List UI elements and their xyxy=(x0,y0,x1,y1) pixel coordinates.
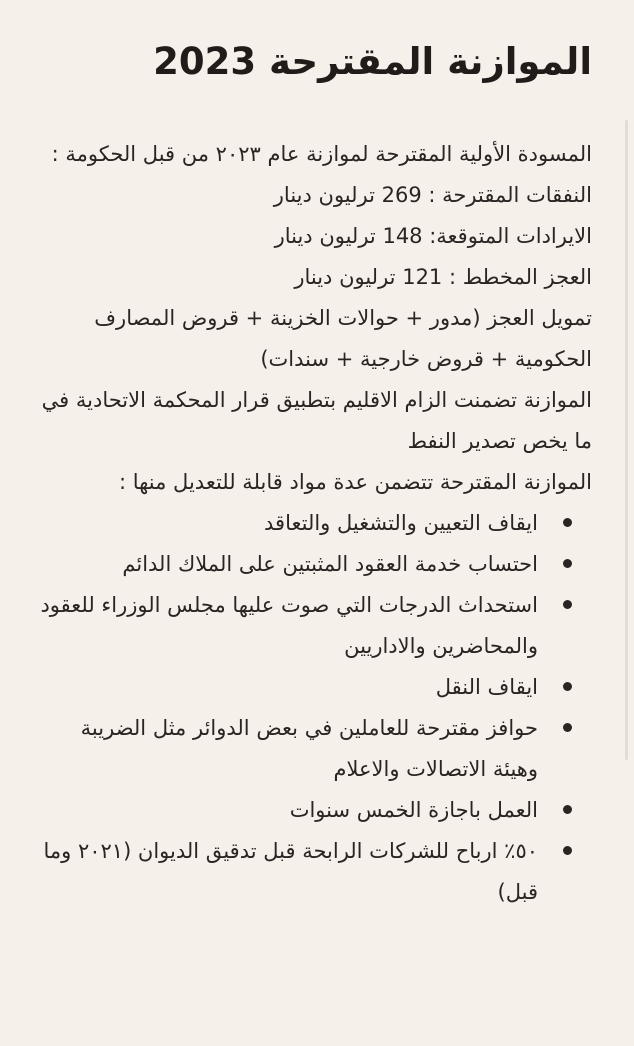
bullet-dot-icon xyxy=(563,682,572,691)
list-item xyxy=(36,831,592,913)
revenues-line: الايرادات المتوقعة: 148 ترليون دينار xyxy=(274,224,592,248)
list-item-text: ايقاف النقل xyxy=(435,675,538,699)
note-title: الموازنة المقترحة 2023 xyxy=(153,40,592,83)
list-item-text: استحداث الدرجات التي صوت عليها مجلس الوزراء للعقود والمحاضرين والاداريين xyxy=(40,593,538,658)
amendable-items-paragraph: الموازنة المقترحة تتضمن عدة مواد قابلة للتعديل منها : xyxy=(118,470,592,494)
list-item xyxy=(36,544,592,585)
list-item-text: حوافز مقترحة للعاملين في بعض الدوائر مثل الضريبة وهيئة الاتصالات والاعلام xyxy=(80,716,538,781)
expenses-line: النفقات المقترحة : 269 ترليون دينار xyxy=(273,183,592,207)
list-item xyxy=(36,585,592,667)
bullet-dot-icon xyxy=(563,846,572,855)
bullet-dot-icon xyxy=(563,805,572,814)
deficit-financing-paragraph: تمويل العجز (مدور + حوالات الخزينة + قروض المصارف الحكومية + قروض خارجية + سندات) xyxy=(94,306,592,371)
list-item xyxy=(36,503,592,544)
list-item-text: ايقاف التعيين والتشغيل والتعاقد xyxy=(264,511,538,535)
list-item-text: احتساب خدمة العقود المثبتين على الملاك الدائم xyxy=(122,552,538,576)
list-item xyxy=(36,790,592,831)
list-item xyxy=(36,708,592,790)
bullet-dot-icon xyxy=(563,559,572,568)
list-item xyxy=(36,667,592,708)
bullet-dot-icon xyxy=(563,600,572,609)
intro-paragraph: المسودة الأولية المقترحة لموازنة عام ٢٠٢٣ من قبل الحكومة : xyxy=(51,142,592,166)
amendable-items-list xyxy=(36,503,592,913)
list-item-text: ٥٠٪ ارباح للشركات الرابحة قبل تدقيق الديوان (٢٠٢١ وما قبل) xyxy=(43,839,538,904)
deficit-line: العجز المخطط : 121 ترليون دينار xyxy=(294,265,592,289)
bullet-dot-icon xyxy=(563,518,572,527)
bullet-dot-icon xyxy=(563,723,572,732)
scrollbar-thumb[interactable] xyxy=(625,120,628,760)
list-item-text: العمل باجازة الخمس سنوات xyxy=(289,798,538,822)
region-obligation-paragraph: الموازنة تضمنت الزام الاقليم بتطبيق قرار المحكمة الاتحادية في ما يخص تصدير النفط xyxy=(41,388,592,453)
note-body xyxy=(36,134,592,913)
